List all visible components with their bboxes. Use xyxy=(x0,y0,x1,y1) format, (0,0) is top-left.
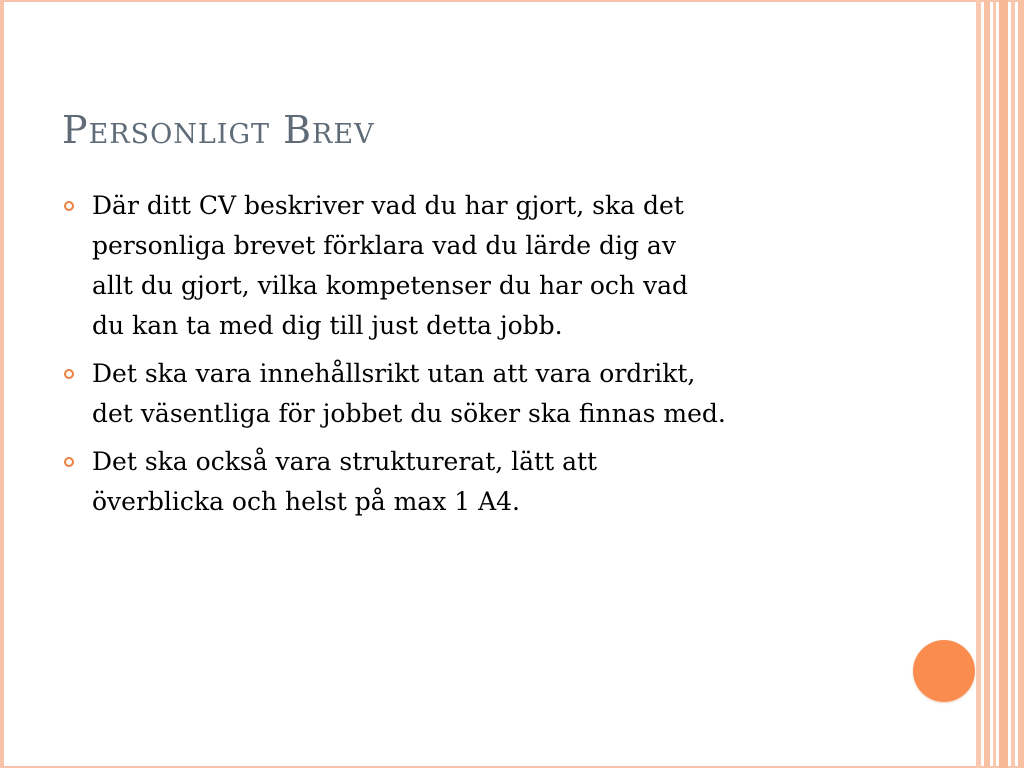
bullet-circle-icon xyxy=(64,369,74,379)
bullet-line: det väsentliga för jobbet du söker ska finnas med. xyxy=(92,399,726,428)
bullet-item xyxy=(62,354,922,434)
decorative-stripe xyxy=(984,0,990,768)
bullet-item xyxy=(62,442,922,522)
bullet-line: överblicka och helst på max 1 A4. xyxy=(92,487,521,516)
bullet-item xyxy=(62,186,922,346)
bullet-list xyxy=(62,186,922,530)
slide-border-top xyxy=(0,0,1024,2)
bullet-text xyxy=(92,354,922,434)
decorative-stripe xyxy=(993,0,996,768)
bullet-line: Det ska också vara strukturerat, lätt att xyxy=(92,447,598,476)
slide-border-left xyxy=(0,0,4,768)
decorative-stripe xyxy=(976,0,981,768)
bullet-text xyxy=(92,186,922,346)
decorative-stripe xyxy=(1018,0,1024,768)
bullet-line: Det ska vara innehållsrikt utan att vara ordrikt, xyxy=(92,359,696,388)
bullet-text xyxy=(92,442,922,522)
slide-title: Personligt Brev xyxy=(62,108,375,152)
bullet-line: personliga brevet förklara vad du lärde dig av xyxy=(92,231,676,260)
bullet-circle-icon xyxy=(64,457,74,467)
bullet-line: du kan ta med dig till just detta jobb. xyxy=(92,311,563,340)
bullet-line: Där ditt CV beskriver vad du har gjort, ska det xyxy=(92,191,684,220)
decorative-circle xyxy=(913,640,975,702)
bullet-line: allt du gjort, vilka kompetenser du har och vad xyxy=(92,271,689,300)
decorative-stripe xyxy=(1011,0,1015,768)
decorative-stripe xyxy=(999,0,1008,768)
bullet-circle-icon xyxy=(64,201,74,211)
